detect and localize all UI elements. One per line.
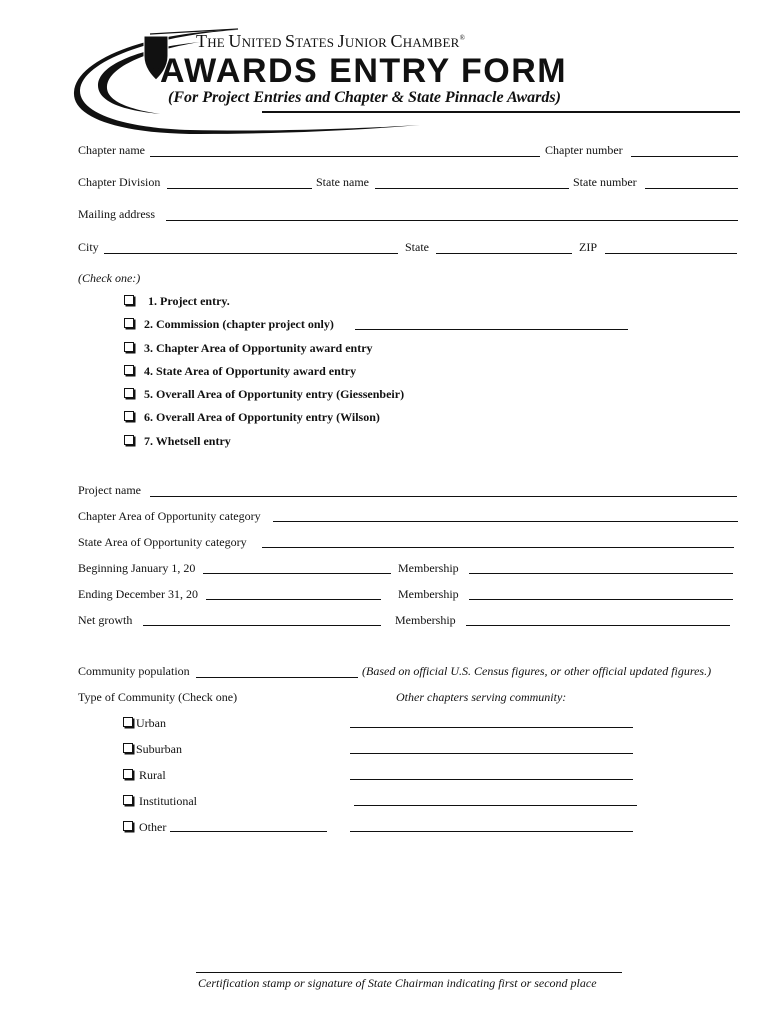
membership-end-label: Membership <box>398 587 459 601</box>
project-name-field[interactable] <box>150 496 737 497</box>
membership-net-field[interactable] <box>466 625 730 626</box>
commission-field[interactable] <box>355 329 628 330</box>
state-name-label: State name <box>316 175 369 189</box>
checkbox-icon[interactable] <box>124 342 134 352</box>
entry-option-3[interactable]: 3. Chapter Area of Opportunity award entry <box>124 341 373 356</box>
zip-field[interactable] <box>605 253 737 254</box>
ending-label: Ending December 31, 20 <box>78 587 198 601</box>
community-type-label: Type of Community (Check one) <box>78 690 238 704</box>
chapter-area-field[interactable] <box>273 521 738 522</box>
checkbox-icon[interactable] <box>124 318 134 328</box>
entry-option-5[interactable]: 5. Overall Area of Opportunity entry (Giessenbeir) <box>124 387 404 402</box>
other-chapter-field-5[interactable] <box>350 831 633 832</box>
checkbox-icon[interactable] <box>124 295 134 305</box>
other-chapter-field-1[interactable] <box>350 727 633 728</box>
state-area-field[interactable] <box>262 547 734 548</box>
entry-option-2[interactable]: 2. Commission (chapter project only) <box>124 317 334 332</box>
organization-name: THE UNITED STATES JUNIOR CHAMBER® <box>196 31 466 51</box>
chapter-division-field[interactable] <box>167 188 312 189</box>
zip-label: ZIP <box>579 240 597 254</box>
other-chapter-field-2[interactable] <box>350 753 633 754</box>
other-chapters-label: Other chapters serving community: <box>396 690 567 704</box>
form-title: AWARDS ENTRY FORM <box>160 52 568 90</box>
entry-option-4[interactable]: 4. State Area of Opportunity award entry <box>124 364 356 379</box>
chapter-number-label: Chapter number <box>545 143 623 157</box>
chapter-area-label: Chapter Area of Opportunity category <box>78 509 261 523</box>
state-name-field[interactable] <box>375 188 569 189</box>
check-one-label: (Check one:) <box>78 271 141 285</box>
city-label: City <box>78 240 99 254</box>
chapter-number-field[interactable] <box>631 156 738 157</box>
entry-option-6[interactable]: 6. Overall Area of Opportunity entry (Wilson) <box>124 410 380 425</box>
checkbox-icon[interactable] <box>123 769 133 779</box>
population-note: (Based on official U.S. Census figures, or other official updated figures.) <box>362 664 712 678</box>
state-number-field[interactable] <box>645 188 738 189</box>
chapter-division-label: Chapter Division <box>78 175 161 189</box>
checkbox-icon[interactable] <box>123 821 133 831</box>
other-chapter-field-4[interactable] <box>354 805 637 806</box>
membership-begin-field[interactable] <box>469 573 733 574</box>
community-population-field[interactable] <box>196 677 358 678</box>
certification-signature-line[interactable] <box>196 972 622 973</box>
state-label: State <box>405 240 429 254</box>
state-number-label: State number <box>573 175 637 189</box>
ending-year-field[interactable] <box>206 599 381 600</box>
header-rule <box>262 111 740 113</box>
other-chapter-field-3[interactable] <box>350 779 633 780</box>
community-type-suburban[interactable]: Suburban <box>123 742 182 757</box>
form-subtitle: (For Project Entries and Chapter & State Pinnacle Awards) <box>168 89 561 106</box>
beginning-year-field[interactable] <box>203 573 391 574</box>
entry-option-1[interactable]: 1. Project entry. <box>124 294 230 309</box>
checkbox-icon[interactable] <box>123 743 133 753</box>
checkbox-icon[interactable] <box>123 717 133 727</box>
state-area-label: State Area of Opportunity category <box>78 535 247 549</box>
chapter-name-label: Chapter name <box>78 143 145 157</box>
net-growth-field[interactable] <box>143 625 381 626</box>
certification-caption: Certification stamp or signature of State Chairman indicating first or second place <box>198 976 597 990</box>
net-growth-label: Net growth <box>78 613 133 627</box>
chapter-name-field[interactable] <box>150 156 540 157</box>
checkbox-icon[interactable] <box>123 795 133 805</box>
state-field[interactable] <box>436 253 572 254</box>
entry-option-7[interactable]: 7. Whetsell entry <box>124 434 231 449</box>
membership-end-field[interactable] <box>469 599 733 600</box>
membership-begin-label: Membership <box>398 561 459 575</box>
project-name-label: Project name <box>78 483 141 497</box>
mailing-address-field[interactable] <box>166 220 738 221</box>
checkbox-icon[interactable] <box>124 435 134 445</box>
checkbox-icon[interactable] <box>124 388 134 398</box>
city-field[interactable] <box>104 253 398 254</box>
community-population-label: Community population <box>78 664 190 678</box>
membership-net-label: Membership <box>395 613 456 627</box>
checkbox-icon[interactable] <box>124 365 134 375</box>
community-type-rural[interactable]: Rural <box>123 768 166 783</box>
other-type-field[interactable] <box>170 831 327 832</box>
checkbox-icon[interactable] <box>124 411 134 421</box>
community-type-institutional[interactable]: Institutional <box>123 794 197 809</box>
community-type-urban[interactable]: Urban <box>123 716 166 731</box>
community-type-other[interactable]: Other <box>123 820 166 835</box>
mailing-address-label: Mailing address <box>78 207 155 221</box>
beginning-label: Beginning January 1, 20 <box>78 561 196 575</box>
